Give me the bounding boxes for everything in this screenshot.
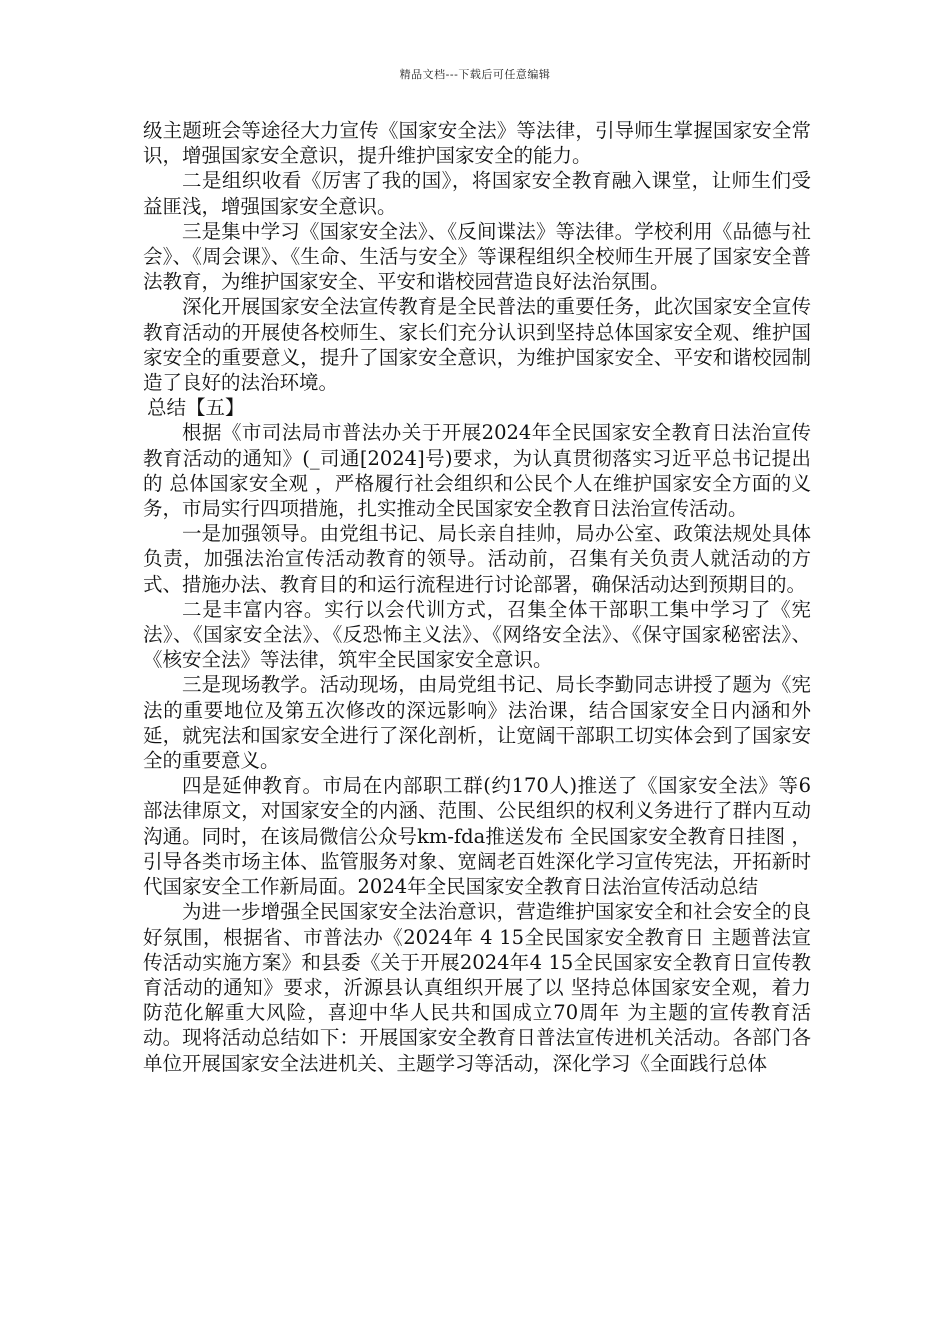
paragraph-8: 三是现场教学。活动现场，由局党组书记、局长李勤同志讲授了题为《宪法的重要地位及第五次修改的深远影响》法治课，结合国家安全日内涵和外延，就宪法和国家安全进行了深化剖析，让宽阔干部职工切实体会到了国家安全的重要意义。 (143, 673, 811, 773)
paragraph-2: 二是组织收看《厉害了我的国》，将国家安全教育融入课堂，让师生们受益匪浅，增强国家安全意识。 (143, 169, 811, 218)
paragraph-7: 二是丰富内容。实行以会代训方式，召集全体干部职工集中学习了《宪法》、《国家安全法》、《反恐怖主义法》、《网络安全法》、《保守国家秘密法》、《核安全法》等法律，筑牢全民国家安全意识。 (143, 597, 811, 672)
paragraph-1: 级主题班会等途径大力宣传《国家安全法》等法律，引导师生掌握国家安全常识，增强国家安全意识，提升维护国家安全的能力。 (143, 119, 811, 168)
page-header: 精品文档---下载后可任意编辑 (399, 68, 551, 81)
paragraph-10: 为进一步增强全民国家安全法治意识，营造维护国家安全和社会安全的良好氛围，根据省、市普法办《2024年 4 15全民国家安全教育日 主题普法宣传活动实施方案》和县委《关于开展2024年4 15全民国家安全教育日宣传教育活动的通知》要求，沂源县认真组织开展了以 坚持总体国家安全观，着力防范化解重大风险，喜迎中华人民共和国成立70周年 为主题的宣传教育活动。现将活动总结如下：开展国家安全教育日普法宣传进机关活动。各部门各单位开展国家安全法进机关、主题学习等活动，深化学习《全面践行总体 (143, 900, 811, 1075)
document-body (143, 118, 811, 1076)
section-heading: 总结【五】 (147, 396, 245, 420)
paragraph-3: 三是集中学习《国家安全法》、《反间谍法》等法律。学校利用《品德与社会》、《周会课》、《生命、生活与安全》等课程组织全校师生开展了国家安全普法教育，为维护国家安全、平安和谐校园营造良好法治氛围。 (143, 219, 811, 294)
paragraph-5: 根据《市司法局市普法办关于开展2024年全民国家安全教育日法治宣传教育活动的通知》(_司通[2024]号)要求，为认真贯彻落实习近平总书记提出的 总体国家安全观 ，严格履行社会组织和公民个人在维护国家安全方面的义务，市局实行四项措施，扎实推动全民国家安全教育日法治宣传活动。 (143, 421, 811, 521)
paragraph-9: 四是延伸教育。市局在内部职工群(约170人)推送了《国家安全法》等6部法律原文，对国家安全的内涵、范围、公民组织的权利义务进行了群内互动沟通。同时，在该局微信公众号km-fda推送发布 全民国家安全教育日挂图 ，引导各类市场主体、监管服务对象、宽阔老百姓深化学习宣传宪法，开拓新时代国家安全工作新局面。2024年全民国家安全教育日法治宣传活动总结 (143, 774, 811, 899)
paragraph-6: 一是加强领导。由党组书记、局长亲自挂帅，局办公室、政策法规处具体负责，加强法治宣传活动教育的领导。活动前，召集有关负责人就活动的方式、措施办法、教育目的和运行流程进行讨论部署，确保活动达到预期目的。 (143, 522, 811, 596)
paragraph-4: 深化开展国家安全法宣传教育是全民普法的重要任务，此次国家安全宣传教育活动的开展使各校师生、家长们充分认识到坚持总体国家安全观、维护国家安全的重要意义，提升了国家安全意识，为维护国家安全、平安和谐校园制造了良好的法治环境。 (143, 295, 811, 395)
